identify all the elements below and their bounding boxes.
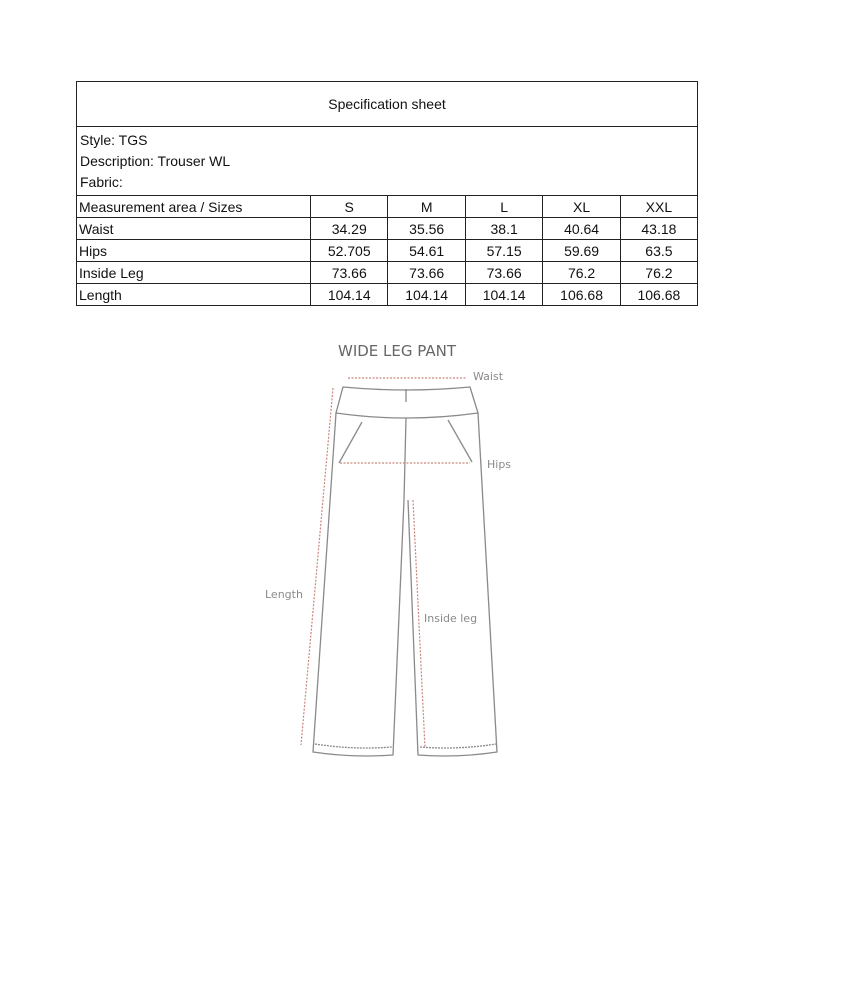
cell: 106.68: [620, 284, 697, 306]
cell: 104.14: [311, 284, 388, 306]
cell: 59.69: [543, 240, 620, 262]
diagram-title: WIDE LEG PANT: [338, 342, 457, 360]
cell: 43.18: [620, 218, 697, 240]
inside-leg-label: Inside leg: [424, 612, 478, 625]
header-cell: L: [465, 196, 542, 218]
header-cell: XL: [543, 196, 620, 218]
cell: 40.64: [543, 218, 620, 240]
cell: 52.705: [311, 240, 388, 262]
pant-outline: [313, 387, 497, 756]
length-label: Length: [265, 588, 303, 601]
description-field: Description: Trouser WL: [80, 153, 231, 169]
cell: 54.61: [388, 240, 465, 262]
cell: 57.15: [465, 240, 542, 262]
cell: 76.2: [620, 262, 697, 284]
header-cell: XXL: [620, 196, 697, 218]
row-label: Inside Leg: [77, 262, 311, 284]
cell: 106.68: [543, 284, 620, 306]
waist-label: Waist: [473, 370, 504, 383]
cell: 63.5: [620, 240, 697, 262]
cell: 35.56: [388, 218, 465, 240]
cell: 104.14: [465, 284, 542, 306]
cell: 73.66: [311, 262, 388, 284]
cell: 76.2: [543, 262, 620, 284]
cell: 73.66: [388, 262, 465, 284]
style-field: Style: TGS: [80, 132, 148, 148]
cell: 34.29: [311, 218, 388, 240]
row-label: Hips: [77, 240, 311, 262]
fabric-field: Fabric:: [80, 174, 123, 190]
header-cell: Measurement area / Sizes: [77, 196, 311, 218]
cell: 104.14: [388, 284, 465, 306]
row-label: Waist: [77, 218, 311, 240]
header-cell: S: [311, 196, 388, 218]
header-cell: M: [388, 196, 465, 218]
row-label: Length: [77, 284, 311, 306]
cell: 73.66: [465, 262, 542, 284]
cell: 38.1: [465, 218, 542, 240]
hips-label: Hips: [487, 458, 512, 471]
sheet-title: Specification sheet: [77, 82, 697, 127]
